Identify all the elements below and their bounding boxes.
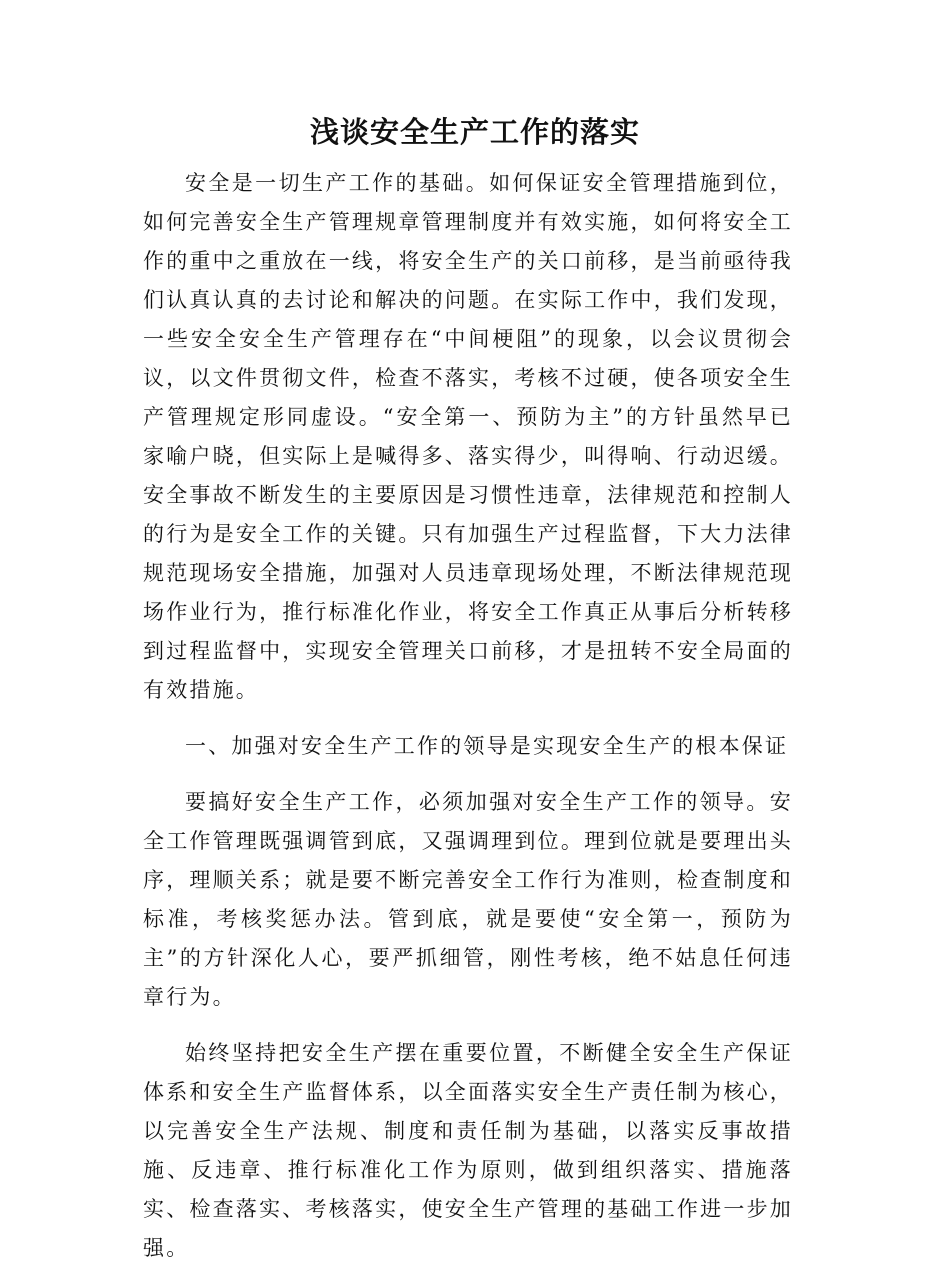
body-paragraph-systems: 始终坚持把安全生产摆在重要位置，不断健全安全生产保证体系和安全生产监督体系，以全面落实安全生产责任制为核心，以完善安全生产法规、制度和责任制为基础，以落实反事故措施、反违章、推行标准化工作为原则，做到组织落实、措施落实、检查落实、考核落实，使安全生产管理的基础工作进一步加强。 xyxy=(143,1041,793,1260)
paragraph-gap xyxy=(143,710,793,727)
document-title: 浅谈安全生产工作的落实 xyxy=(309,115,640,149)
body-paragraph-leadership: 要搞好安全生产工作，必须加强对安全生产工作的领导。安全工作管理既强调管到底，又强调理到位。理到位就是要理出头序，理顺关系；就是要不断完善安全工作行为准则，检查制度和标准，考核奖惩办法。管到底，就是要使“安全第一，预防为主”的方针深化人心，要严抓细管，刚性考核，绝不姑息任何违章行为。 xyxy=(143,790,793,1009)
body-paragraph-intro: 安全是一切生产工作的基础。如何保证安全管理措施到位，如何完善安全生产管理规章管理制度并有效实施，如何将安全工作的重中之重放在一线，将安全生产的关口前移，是当前亟待我们认真认真的去讨论和解决的问题。在实际工作中，我们发现，一些安全安全生产管理存在“中间梗阻”的现象，以会议贯彻会议，以文件贯彻文件，检查不落实，考核不过硬，使各项安全生产管理规定形同虚设。“安全第一、预防为主”的方针虽然早已家喻户晓，但实际上是喊得多、落实得少，叫得响、行动迟缓。安全事故不断发生的主要原因是习惯性违章，法律规范和控制人的行为是安全工作的关键。只有加强生产过程监督，下大力法律规范现场安全措施，加强对人员违章现场处理，不断法律规范现场作业行为，推行标准化作业，将安全工作真正从事后分析转移到过程监督中，实现安全管理关口前移，才是扭转不安全局面的有效措施。 xyxy=(143,171,793,702)
document-body xyxy=(143,164,793,1268)
section-heading-1: 一、加强对安全生产工作的领导是实现安全生产的根本保证 xyxy=(185,734,789,758)
paragraph-gap xyxy=(143,1017,793,1034)
paragraph-gap xyxy=(143,766,793,783)
